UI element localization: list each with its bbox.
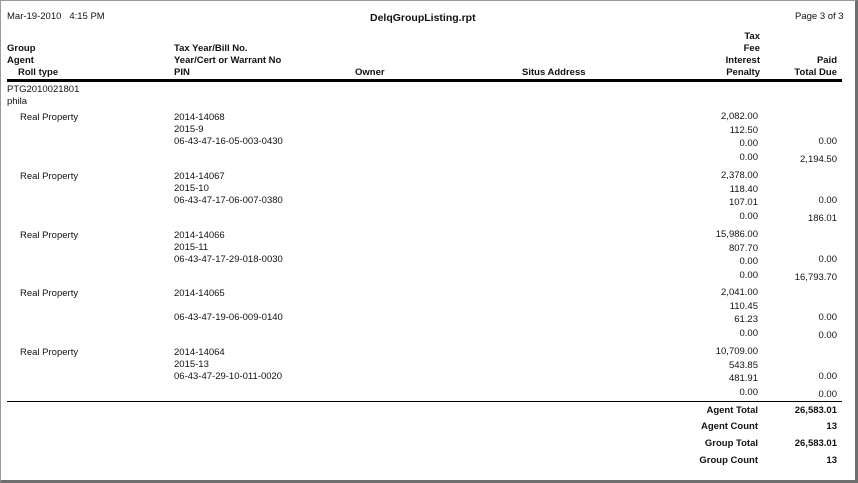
report-title: DelqGroupListing.rpt [370,12,476,24]
col-year-cert: Year/Cert or Warrant No [174,55,282,66]
col-roll-type: Roll type [18,67,59,78]
col-group: Group [7,43,36,54]
record-cert-no: 2015-13 [174,359,209,370]
col-fee: Fee [743,43,760,54]
record-paid: 0.00 [818,195,837,206]
agent-total-value: 26,583.01 [794,405,837,416]
record-interest: 481.91 [728,373,758,384]
record-tax: 2,082.00 [721,111,758,122]
record-paid: 0.00 [818,371,837,382]
record-bill-no: 2014-14065 [174,288,225,299]
col-agent: Agent [7,55,34,66]
agent-name: phila [7,96,28,107]
totals-divider [7,401,842,402]
record-pin: 06-43-47-17-29-018-0030 [174,254,283,265]
header-divider [7,79,842,82]
group-total-label: Group Total [704,438,758,449]
record-fee: 543.85 [728,360,758,371]
record-tax: 15,986.00 [715,229,758,240]
agent-count-label: Agent Count [701,421,758,432]
record-paid: 0.00 [818,312,837,323]
col-tax-year-bill: Tax Year/Bill No. [174,43,248,54]
group-count-value: 13 [826,455,837,466]
record-tax: 2,041.00 [721,287,758,298]
record-roll-type: Real Property [20,347,79,358]
col-tax: Tax [744,31,760,42]
record-cert-no: 2015-10 [174,183,209,194]
record-pin: 06-43-47-19-06-009-0140 [174,312,283,323]
record-fee: 118.40 [729,184,758,195]
agent-count-value: 13 [826,421,837,432]
record-bill-no: 2014-14067 [174,171,225,182]
record-fee: 110.45 [729,301,758,312]
report-time-value: 4:15 PM [69,11,105,22]
record-penalty: 0.00 [739,387,758,398]
report-date [7,11,105,22]
record-paid: 0.00 [818,254,837,265]
col-paid: Paid [816,55,837,66]
record-roll-type: Real Property [20,230,79,241]
record-pin: 06-43-47-17-06-007-0380 [174,195,283,206]
record-pin: 06-43-47-29-10-011-0020 [174,371,283,382]
record-cert-no: 2015-11 [174,242,209,253]
group-count-label: Group Count [699,455,758,466]
record-interest: 0.00 [739,256,758,267]
record-total-due: 2,194.50 [800,154,837,165]
report-date-value: Mar-19-2010 [7,11,62,22]
record-interest: 107.01 [728,197,758,208]
record-fee: 807.70 [728,243,758,254]
record-roll-type: Real Property [20,288,79,299]
record-penalty: 0.00 [739,270,758,281]
record-total-due: 186.01 [807,213,837,224]
record-interest: 61.23 [734,314,758,325]
agent-total-label: Agent Total [706,405,758,416]
col-penalty: Penalty [726,67,760,78]
record-total-due: 16,793.70 [794,272,837,283]
record-penalty: 0.00 [739,152,758,163]
record-cert-no: 2015-9 [174,124,204,135]
group-id: PTG2010021801 [7,84,80,95]
col-interest: Interest [725,55,760,66]
col-situs: Situs Address [522,67,586,78]
col-pin: PIN [174,67,190,78]
record-total-due: 0.00 [818,389,837,400]
record-pin: 06-43-47-16-05-003-0430 [174,136,283,147]
record-total-due: 0.00 [818,330,837,341]
record-bill-no: 2014-14068 [174,112,225,123]
record-fee: 112.50 [729,125,758,136]
record-tax: 2,378.00 [721,170,758,181]
group-total-value: 26,583.01 [794,438,837,449]
record-penalty: 0.00 [739,328,758,339]
record-paid: 0.00 [818,136,837,147]
col-owner: Owner [355,67,385,78]
record-roll-type: Real Property [20,112,79,123]
record-bill-no: 2014-14064 [174,347,225,358]
record-roll-type: Real Property [20,171,79,182]
record-bill-no: 2014-14066 [174,230,225,241]
col-total-due: Total Due [794,67,837,78]
page-number: Page 3 of 3 [795,11,844,22]
record-tax: 10,709.00 [715,346,758,357]
record-penalty: 0.00 [739,211,758,222]
record-interest: 0.00 [739,138,758,149]
